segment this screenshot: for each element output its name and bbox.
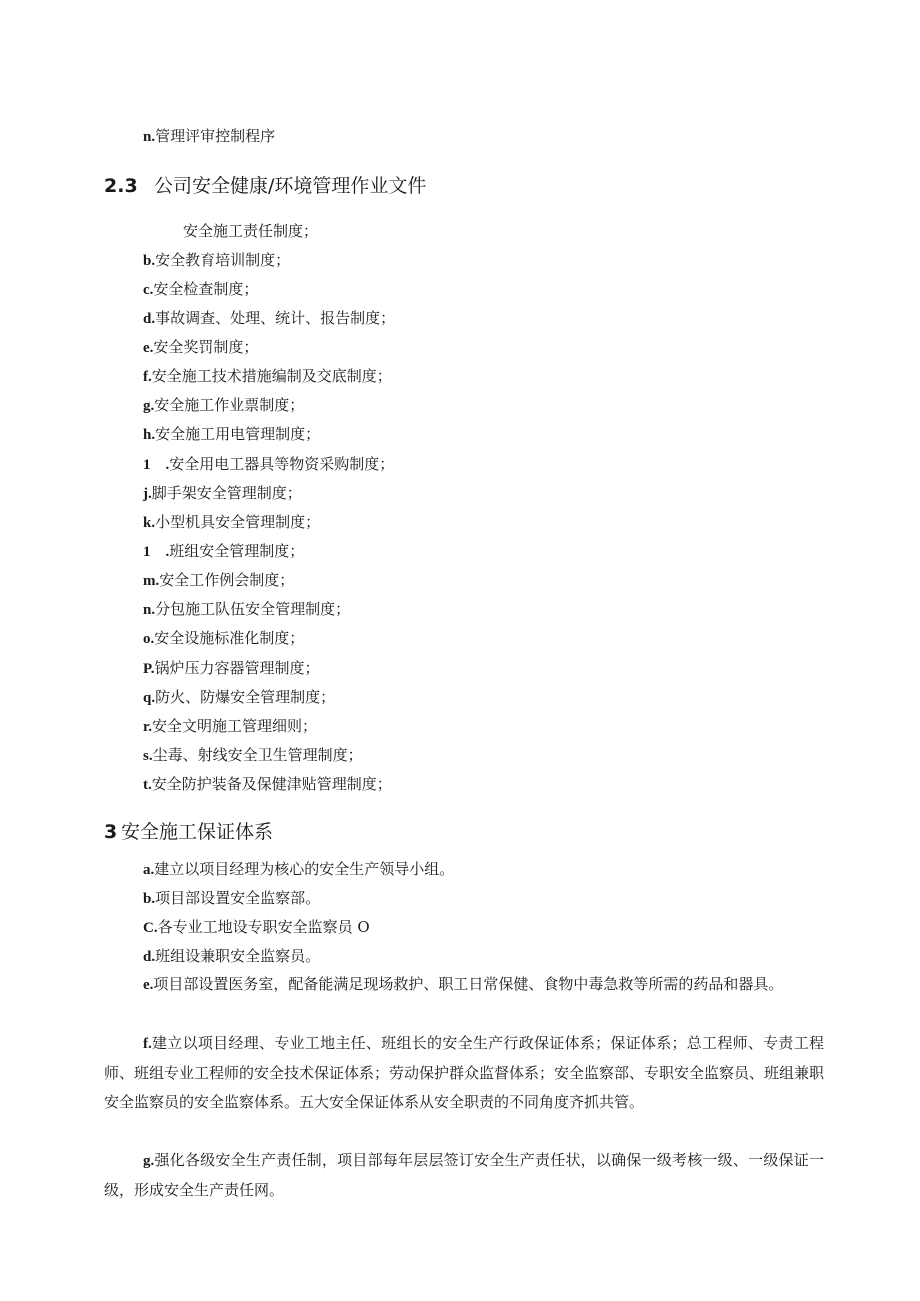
list-item — [143, 483, 302, 504]
item-text: 安全施工用电管理制度； — [155, 425, 321, 443]
item-text: 尘毒、射线安全卫生管理制度； — [152, 746, 363, 764]
item-text: 安全施工技术措施编制及交底制度； — [151, 367, 392, 385]
list-item — [143, 279, 258, 300]
item-text: 防火、防爆安全管理制度； — [155, 688, 336, 706]
item-text: 锅炉压力容器管理制度； — [154, 659, 320, 677]
item-text: 安全文明施工管理细则； — [152, 717, 318, 735]
section-3-heading — [104, 820, 273, 844]
item-marker: b. — [143, 253, 156, 269]
item-marker: n. — [143, 129, 156, 145]
list-item — [143, 366, 392, 387]
item-marker: 1 . — [143, 457, 170, 473]
list-item — [143, 337, 258, 358]
item-text: 安全防护装备及保健津贴管理制度； — [151, 775, 392, 793]
list-item — [143, 395, 304, 416]
item-text: 安全工作例会制度； — [159, 571, 295, 589]
item-marker: C. — [143, 920, 158, 936]
paragraph-g — [104, 1146, 824, 1205]
list-item — [143, 541, 304, 562]
list-item — [183, 221, 318, 242]
item-text: 班组设兼职安全监察员。 — [155, 947, 321, 965]
item-text: 分包施工队伍安全管理制度； — [155, 600, 351, 618]
list-item — [143, 859, 454, 880]
list-item — [143, 250, 290, 271]
item-text: 安全教育培训制度； — [155, 251, 291, 269]
item-text: 小型机具安全管理制度； — [155, 513, 321, 531]
item-text: 建立以项目经理为核心的安全生产领导小组。 — [154, 860, 455, 878]
list-item — [143, 946, 320, 967]
item-text: 安全用电工器具等物资采购制度； — [169, 455, 395, 473]
item-marker: m. — [143, 573, 160, 589]
item-marker: f. — [143, 369, 152, 385]
top-item — [143, 126, 275, 147]
item-marker: d. — [143, 949, 156, 965]
section-number: 2.3 — [104, 175, 138, 197]
item-text: 安全施工作业票制度； — [154, 396, 305, 414]
item-marker: c. — [143, 282, 154, 298]
item-marker: k. — [143, 515, 156, 531]
item-text: 事故调查、处理、统计、报告制度； — [155, 309, 396, 327]
paragraph-e — [104, 970, 824, 1000]
item-marker: r. — [143, 719, 153, 735]
item-marker: e. — [143, 340, 154, 356]
item-marker: f. — [143, 1036, 152, 1052]
list-item — [143, 658, 320, 679]
item-text: 各专业工地设专职安全监察员 O — [157, 918, 370, 936]
list-item — [143, 774, 392, 795]
item-marker: e. — [143, 977, 154, 993]
list-item — [143, 424, 320, 445]
paragraph-text: 建立以项目经理、专业工地主任、班组长的安全生产行政保证体系；保证体系；总工程师、专责工程师、班组专业工程师的安全技术保证体系；劳动保护群众监督体系；安全监察部、专职安全监察员、班组兼职安全监察员的安全监察体系。五大安全保证体系从安全职责的不同角度齐抓共管。 — [104, 1034, 825, 1111]
item-marker: g. — [143, 1153, 155, 1169]
item-marker: a. — [143, 862, 155, 878]
list-item — [143, 599, 350, 620]
list-item — [143, 512, 320, 533]
item-marker: j. — [143, 486, 152, 502]
item-marker: d. — [143, 311, 156, 327]
list-item — [143, 917, 370, 938]
item-text: 脚手架安全管理制度； — [151, 484, 302, 502]
item-text: 安全检查制度； — [153, 280, 259, 298]
item-marker: b. — [143, 891, 156, 907]
list-item — [143, 687, 335, 708]
item-marker: P. — [143, 661, 155, 677]
item-marker: o. — [143, 631, 155, 647]
paragraph-f — [104, 1029, 824, 1117]
item-marker: g. — [143, 398, 155, 414]
item-text: 项目部设置安全监察部。 — [155, 889, 321, 907]
section-2-3-heading — [104, 174, 426, 198]
list-item — [143, 745, 363, 766]
list-item — [143, 716, 317, 737]
item-text: 班组安全管理制度； — [169, 542, 305, 560]
list-item — [143, 628, 304, 649]
paragraph-text: 项目部设置医务室，配备能满足现场救护、职工日常保健、食物中毒急救等所需的药品和器具。 — [153, 975, 784, 993]
paragraph-text: 强化各级安全生产责任制，项目部每年层层签订安全生产责任状，以确保一级考核一级、一级保证一级，形成安全生产责任网。 — [104, 1151, 824, 1199]
item-text: 管理评审控制程序 — [155, 127, 276, 145]
item-marker: 1 . — [143, 544, 170, 560]
list-item — [143, 888, 320, 909]
list-item — [143, 308, 395, 329]
item-marker: n. — [143, 602, 156, 618]
item-text: 安全奖罚制度； — [153, 338, 259, 356]
item-marker: q. — [143, 690, 156, 706]
list-item — [143, 454, 394, 475]
item-text: 安全施工责任制度； — [183, 222, 319, 240]
list-item — [143, 570, 294, 591]
item-text: 安全设施标准化制度； — [154, 629, 305, 647]
item-marker: h. — [143, 427, 156, 443]
item-marker: t. — [143, 777, 152, 793]
section-title: 安全施工保证体系 — [121, 821, 274, 843]
section-title: 公司安全健康/环境管理作业文件 — [154, 175, 427, 197]
item-marker: s. — [143, 748, 153, 764]
section-number: 3 — [104, 821, 118, 843]
